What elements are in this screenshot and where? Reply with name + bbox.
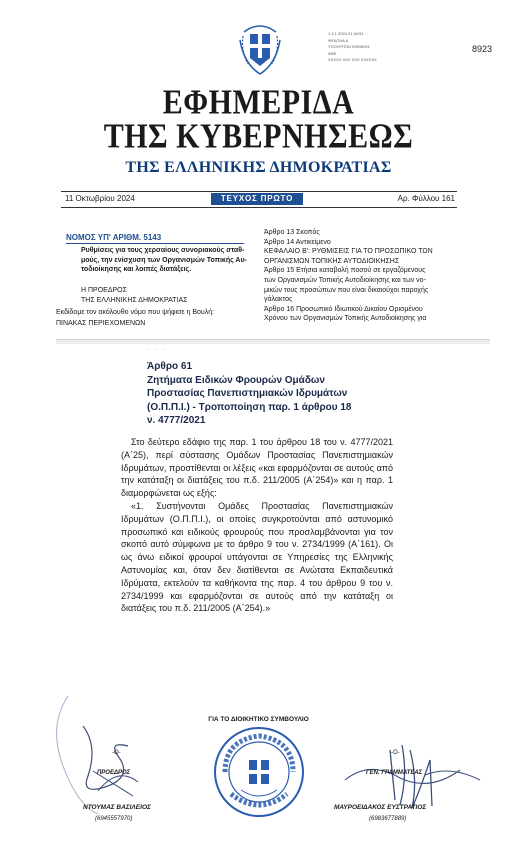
meta-line: ΑΦΕ [328, 50, 337, 56]
toc-item: ΟΡΓΑΝΙΣΜΩΝ ΤΟΠΙΚΗΣ ΑΥΤΟΔΙΟΙΚΗΣΗΣ [264, 257, 400, 265]
president-line: ΤΗΣ ΕΛΛΗΝΙΚΗΣ ΔΗΜΟΚΡΑΤΙΑΣ [81, 297, 188, 304]
article-heading-line: Προστασίας Πανεπιστημιακών Ιδρυμάτων [147, 388, 348, 399]
signature-dash: -Ο- [112, 750, 121, 756]
left-signatory-role [97, 761, 130, 779]
law-subject-line: μούς, την ενίσχυση των Οργανισμών Τοπικής Αυ- [81, 256, 247, 264]
toc-item: γάλακτος [264, 296, 293, 304]
president-line: Η ΠΡΟΕΔΡΟΣ [81, 287, 127, 294]
toc-item: Χρόνου των Οργανισμών Τοπικής Αυτοδιοίκησης για [264, 315, 427, 323]
toc-title: ΠΙΝΑΚΑΣ ΠΕΡΙΕΧΟΜΕΝΩΝ [56, 320, 146, 327]
promulgation-text: Εκδίδομε τον ακόλουθο νόμο που ψήφισε η Βουλή: [56, 309, 215, 316]
toc-item: Άρθρο 16 Προσωπικό Ιδιωτικού Δικαίου Ορισμένου [264, 305, 423, 313]
law-subject [81, 246, 249, 275]
masthead-subtitle: ΤΗΣ ΕΛΛΗΝΙΚΗΣ ΔΗΜΟΚΡΑΤΙΑΣ [125, 159, 392, 176]
right-signatory-dash [391, 741, 400, 759]
signatory-phone: (6945557970) [95, 816, 133, 822]
article-heading-line: ν. 4777/2021 [147, 415, 206, 426]
board-label: ΓΙΑ ΤΟ ΔΙΟΙΚΗΤΙΚΟ ΣΥΜΒΟΥΛΙΟ [208, 716, 309, 723]
issue-info-bar [61, 193, 457, 206]
toc-item: Άρθρο 14 Αντικείμενο [264, 238, 331, 246]
table-of-contents [264, 228, 496, 324]
masthead-title [0, 83, 517, 156]
article-heading [147, 360, 392, 428]
issue-volume-badge: ΤΕΥΧΟΣ ΠΡΩΤΟ [211, 193, 303, 205]
toc-item: μικών τους προσώπων που είναι δικαιούχοι παροχής [264, 286, 429, 294]
law-subject-line: Ρυθμίσεις για τους χερσαίους συνοριακούς σταθ- [81, 247, 245, 254]
fold-marks: · · · [148, 347, 168, 353]
law-number: ΝΟΜΟΣ ΥΠ' ΑΡΙΘΜ. 5143 [66, 233, 162, 242]
issue-date: 11 Οκτωβρίου 2024 [65, 194, 135, 203]
meta-line: ΧΧΧΧΧ ΧΧΧ ΧΧΧ ΧΧΧΧΧΧ [328, 57, 377, 62]
law-subject-line: τοδιοίκησης και λοιπές διατάξεις. [81, 266, 192, 273]
page-number: 8923 [471, 44, 492, 54]
masthead-title-line2: ΤΗΣ ΚΥΒΕΡΝΗΣΕΩΣ [103, 117, 414, 156]
meta-line: ΦΕΚΟΛΑ Α [328, 37, 349, 43]
toc-item: ΚΕΦΑΛΑΙΟ Β': ΡΥΘΜΙΣΕΙΣ ΓΙΑ ΤΟ ΠΡΟΣΩΠΙΚΟ ΤΩΝ [264, 248, 433, 256]
right-signatory-role [366, 761, 422, 779]
signatory-name: ΝΤΟΥΜΑΣ ΒΑΣΙΛΕΙΟΣ [83, 804, 151, 811]
article-quoted-paragraph: «1. Συστήνονται Ομάδες Προστασίας Πανεπιστημιακών Ιδρυμάτων (Ο.Π.Π.Ι.), οι οποίες συγκροτούνται από αστυνομικό προσωπικό και ειδικούς φρουρούς που προσλαμβάνονται για τον σκοπό αυτό σύμφωνα με το άρθρο 9 του ν. 2734/1999 (Α΄161). Οι ως άνω ειδικοί φρουροί υπάγονται σε Υπηρεσίες της Ελληνικής Αστυνομίας και, όταν δεν διατίθενται σε Ανώτατα Εκπαιδευτικά Ιδρύματα, εκτελούν τα καθήκοντα της παρ. 4 του άρθρου 9 του ν. 2734/1999 και εφαρμόζονται σε αυτούς από την κατάταξη οι διατάξεις του π.δ. 211/2005 (Α΄254).» [121, 500, 393, 614]
greek-coat-of-arms-icon [238, 22, 282, 76]
toc-item: των Οργανισμών Τοπικής Αυτοδιοίκησης και των νο- [264, 276, 426, 284]
page-fold-divider [56, 339, 490, 344]
article-heading-line: Άρθρο 61 [147, 361, 193, 372]
president-title [81, 286, 187, 306]
signatory-role: ΠΡΟΕΔΡΟΣ [97, 770, 131, 776]
sheet-number: Αρ. Φύλλου 161 [397, 194, 455, 203]
signatory-name: ΜΑΥΡΟΕΙΔΑΚΟΣ ΕΥΣΤΡΑΤΙΟΣ [334, 804, 427, 811]
article-61 [121, 360, 393, 614]
left-signatory-dash [112, 741, 121, 759]
signature-dash: -Ο- [391, 750, 400, 756]
toc-item: Άρθρο 13 Σκοπός [264, 229, 320, 236]
article-body [121, 436, 393, 615]
article-heading-line: (Ο.Π.Π.Ι.) - Τροποποίηση παρ. 1 άρθρου 18 [147, 401, 352, 413]
header-rule-bottom [61, 207, 457, 208]
article-heading-line: Ζητήματα Ειδικών Φρουρών Ομάδων [147, 374, 325, 386]
left-signatory-phone [95, 807, 132, 825]
meta-line: 1 3 1 2024 21:34:51 [328, 31, 364, 36]
right-signatory-phone [369, 807, 406, 825]
masthead-title-line1: ΕΦΗΜΕΡΙΔΑ [162, 83, 355, 122]
article-paragraph: Στο δεύτερο εδάφιο της παρ. 1 του άρθρου 18 του ν. 4777/2021 (Α΄25), περί σύστασης Ομάδων Προστασίας Πανεπιστημιακών Ιδρυμάτων, προστίθενται οι λέξεις «και εφαρμόζονται σε αυτούς από την κατάταξη οι διατάξεις του π.δ. 211/2005 (Α΄254)» και η παρ. 1 διαμορφώνεται ως εξής: [121, 437, 393, 499]
signatory-role: ΓΕΝ. ΓΡΑΜΜΑΤΕΑΣ [366, 770, 423, 776]
official-seal-icon [211, 724, 307, 820]
toc-item: Άρθρο 15 Ετήσια καταβολή ποσού σε εργαζόμενους [264, 267, 426, 275]
law-underline [66, 243, 244, 244]
meta-line: ΥΠΟΥΡΓΕΙΟ ΕΘΝΙΚΗΣ [328, 44, 370, 49]
header-rule-top [61, 191, 457, 192]
document-meta-block [328, 31, 398, 64]
signatory-phone: (6983677889) [369, 816, 407, 822]
